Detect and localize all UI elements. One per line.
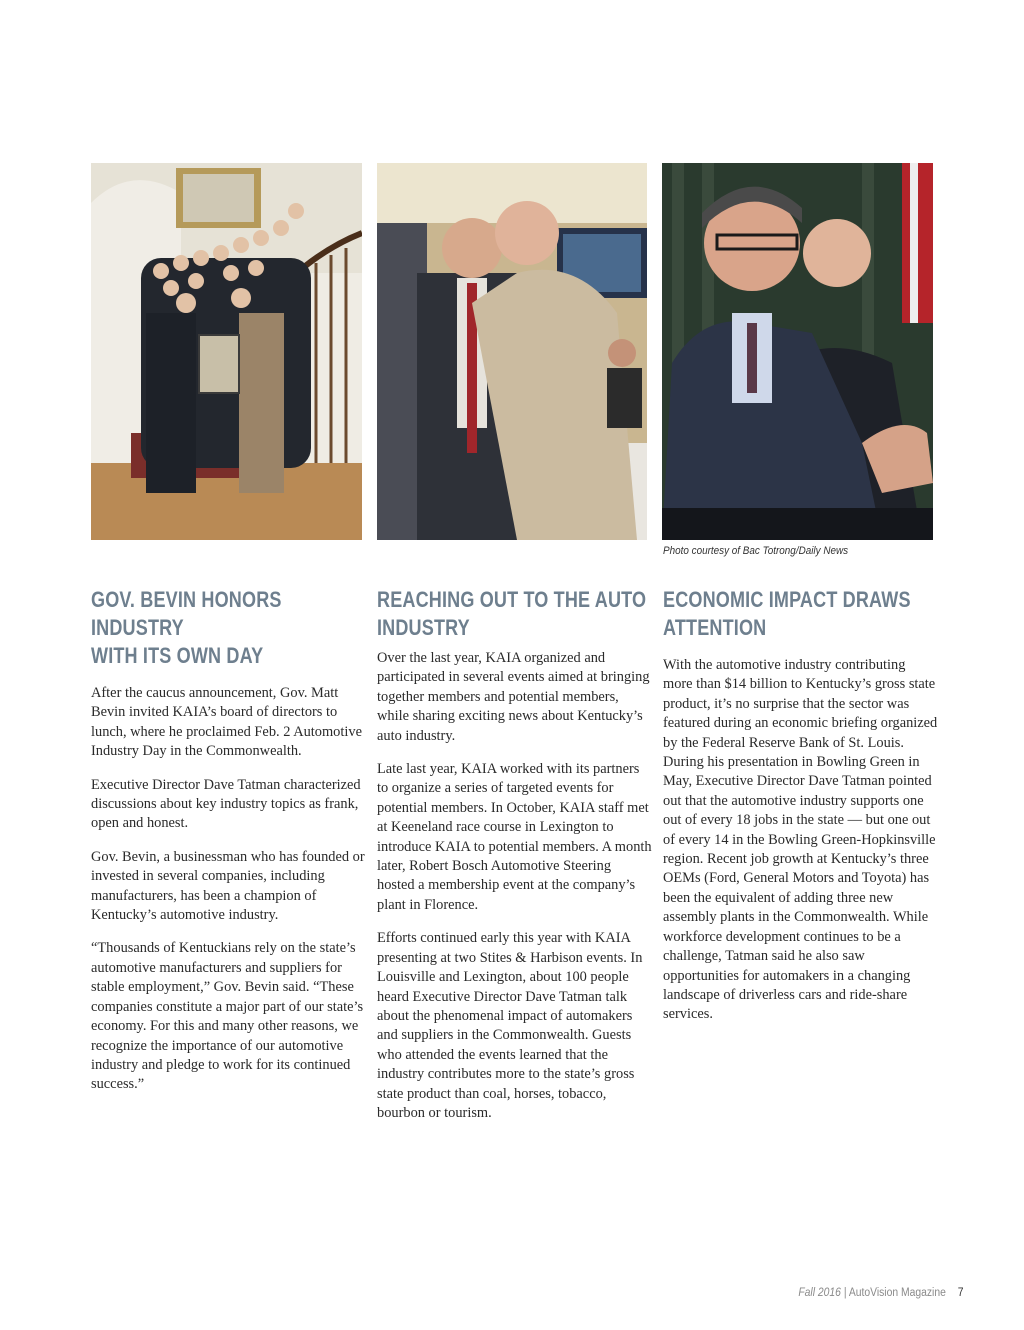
body-paragraph: “Thousands of Kentuckians rely on the state’s automotive manufacturers and suppliers for stable employment,” Gov. Bevin said. “These companies constitute a major part of our state’s economy. For this and many other reasons, we recognize the importance of our automotive industry and pledge to work for its continued success.” bbox=[91, 940, 364, 1093]
article-column-outreach bbox=[377, 586, 652, 1137]
body-paragraph: Executive Director Dave Tatman characterized discussions about key industry topics as frank, open and honest. bbox=[91, 776, 361, 832]
photo-governor-group bbox=[91, 163, 362, 540]
page-footer bbox=[799, 1287, 964, 1299]
page-number: 7 bbox=[958, 1287, 964, 1299]
photo-caption: Photo courtesy of Bac Totrong/Daily News bbox=[663, 545, 849, 557]
headline-line: WITH ITS OWN DAY bbox=[91, 643, 264, 668]
photo-panel-speaker bbox=[662, 163, 933, 540]
article-column-economic-impact bbox=[663, 586, 938, 1039]
footer-issue: Fall 2016 bbox=[798, 1287, 842, 1299]
headline-line: GOV. BEVIN HONORS INDUSTRY bbox=[91, 587, 282, 640]
footer-magazine-name: AutoVision Magazine bbox=[849, 1287, 947, 1299]
body-paragraph: After the caucus announcement, Gov. Matt Bevin invited KAIA’s board of directors to lunch, where he proclaimed Feb. 2 Automotive Industry Day in the Commonwealth. bbox=[91, 685, 362, 760]
headline-line: INDUSTRY bbox=[377, 615, 470, 640]
headline-line: ATTENTION bbox=[663, 615, 767, 640]
article-column-governor bbox=[91, 586, 366, 1109]
headline bbox=[377, 586, 648, 642]
body-paragraph: Over the last year, KAIA organized and participated in several events aimed at bringing together members and potential members, while sharing exciting news about Kentucky’s auto industry. bbox=[377, 650, 650, 744]
body-paragraph: Efforts continued early this year with KAIA presenting at two Stites & Harbison events. In Louisville and Lexington, about 100 people heard Executive Director Dave Tatman talk about the phenomenal impact of automakers and suppliers in the Commonwealth. Guests who attended the events learned that the industry contributes more to the state’s gross state product than coal, horses, tobacco, bourbon or tourism. bbox=[377, 930, 643, 1121]
headline bbox=[663, 586, 934, 642]
body-paragraph: With the automotive industry contributing more than $14 billion to Kentucky’s gross state product, it’s no surprise that the sector was featured during an economic briefing organized by the Federal Reserve Bank of St. Louis. During his presentation in Bowling Green in May, Executive Director Dave Tatman pointed out that the automotive industry supports one out of every 18 jobs in the state — but one out of every 14 in the Bowling Green-Hopkinsville region. Recent job growth at Kentucky’s three OEMs (Ford, General Motors and Toyota) has been the equivalent of adding three new assembly plants in the Commonwealth. While workforce development continues to be a challenge, Tatman said he also saw opportunities for automakers in a changing landscape of driverless cars and ride-share services. bbox=[663, 657, 938, 1023]
body-paragraph: Late last year, KAIA worked with its partners to organize a series of targeted events for potential members. In October, KAIA staff met at Keeneland race course in Lexington to introduce KAIA to potential members. A month later, Robert Bosch Automotive Steering hosted a membership event at the company’s plant in Florence. bbox=[377, 761, 652, 913]
headline bbox=[91, 586, 362, 670]
photo-networking-event bbox=[377, 163, 647, 540]
headline-line: ECONOMIC IMPACT DRAWS bbox=[663, 587, 911, 612]
headline-line: REACHING OUT TO THE AUTO bbox=[377, 587, 647, 612]
footer-separator: | bbox=[844, 1287, 847, 1299]
body-paragraph: Gov. Bevin, a businessman who has founded or invested in several companies, including manufacturers, has been a champion of Kentucky’s automotive industry. bbox=[91, 848, 365, 924]
